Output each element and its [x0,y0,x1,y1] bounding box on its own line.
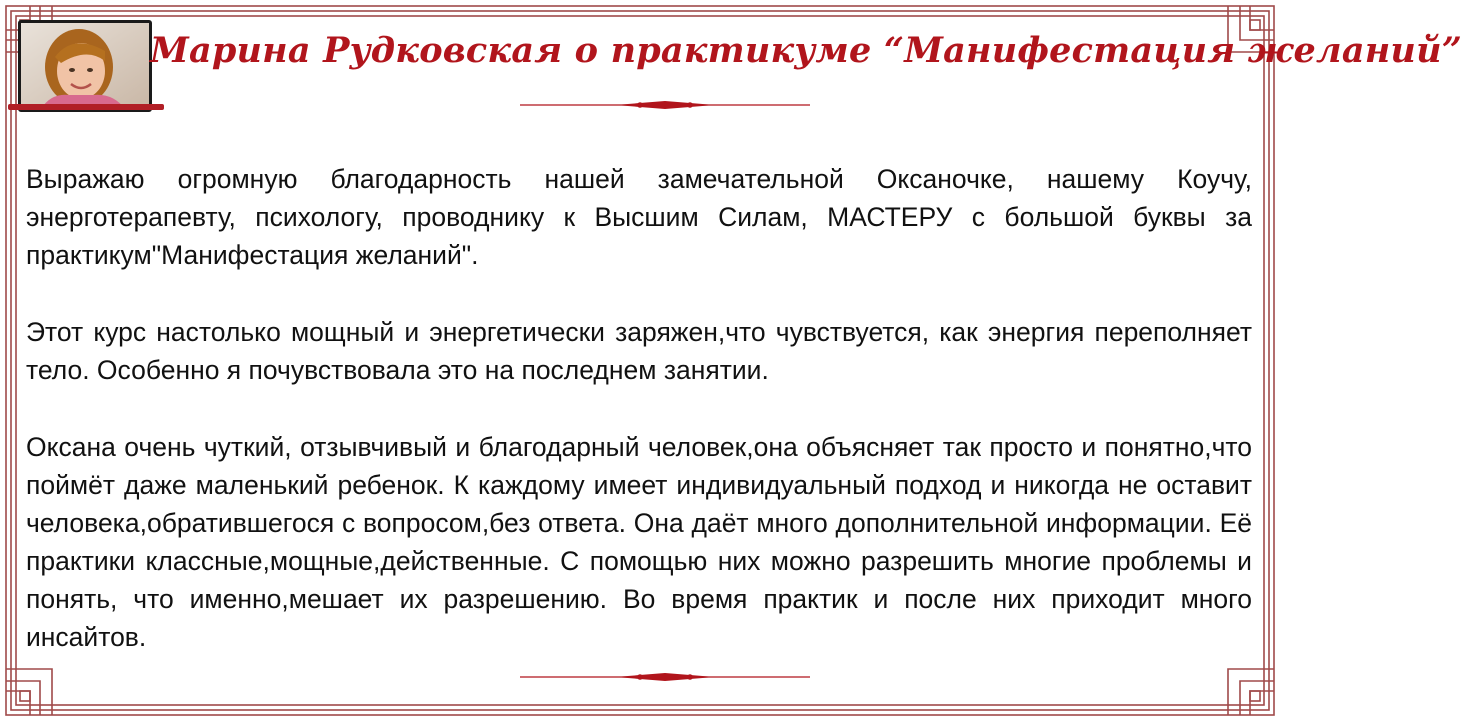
page-title: Марина Рудковская о практикуме “Манифестация желаний” [150,30,1462,71]
woman-portrait-icon [21,23,149,109]
avatar-stand [8,104,164,110]
testimonial-text [26,160,1252,695]
paragraph: Выражаю огромную благодарность нашей замечательной Оксаночке, нашему Коучу, энерготерапевту, психологу, проводнику к Высшим Силам, МАСТЕРУ с большой буквы за практикум"Манифестация желаний". [26,164,1252,270]
divider-ornament-icon [520,96,810,114]
divider-ornament-icon [520,668,810,686]
avatar [18,20,152,112]
paragraph: Оксана очень чуткий, отзывчивый и благодарный человек,она объясняет так просто и понятно,что поймёт даже маленький ребенок. К каждому имеет индивидуальный подход и никогда не оставит человека,обратившегося с вопросом,без ответа. Она даёт много дополнительной информации. Её практики классные,мощные,действенные. С помощью них можно разрешить многие проблемы и понять, что именно,мешает их разрешению. Во время практик и после них приходит много инсайтов. [26,432,1252,652]
paragraph: Этот курс настолько мощный и энергетически заряжен,что чувствуется, как энергия переполняет тело. Особенно я почувствовала это на последнем занятии. [26,317,1252,385]
